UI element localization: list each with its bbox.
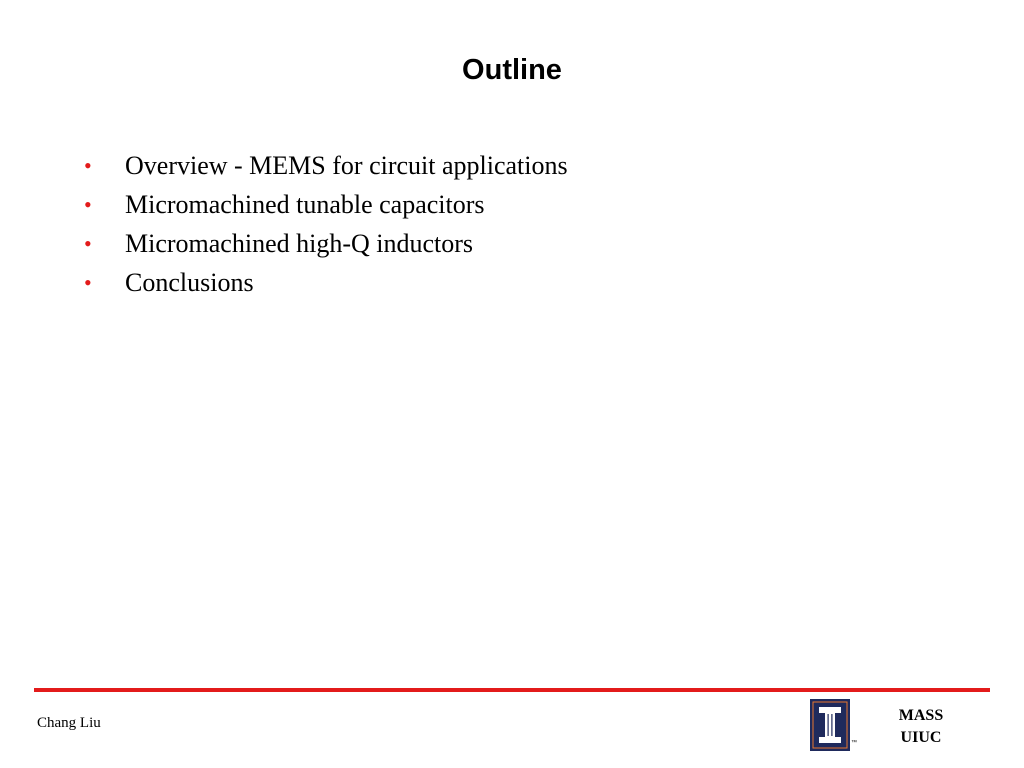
org-line-uiuc: UIUC — [900, 729, 942, 746]
bullet-text: Overview - MEMS for circuit applications — [125, 151, 568, 180]
bullet-icon: • — [84, 270, 92, 295]
bullet-icon: • — [84, 231, 92, 256]
bullet-text: Micromachined high-Q inductors — [125, 229, 474, 258]
org-label — [890, 705, 952, 749]
illinois-logo-icon — [810, 699, 850, 751]
org-line-mass: MASS — [898, 707, 944, 724]
bullet-icon: • — [84, 192, 92, 217]
footer-divider — [34, 688, 990, 692]
bullet-text: Conclusions — [125, 268, 254, 297]
bullet-text: Micromachined tunable capacitors — [125, 190, 485, 219]
bullet-icon: • — [84, 153, 92, 178]
slide-title: Outline — [462, 54, 562, 86]
author-name: Chang Liu — [37, 715, 101, 731]
trademark-mark: ™ — [851, 740, 857, 746]
